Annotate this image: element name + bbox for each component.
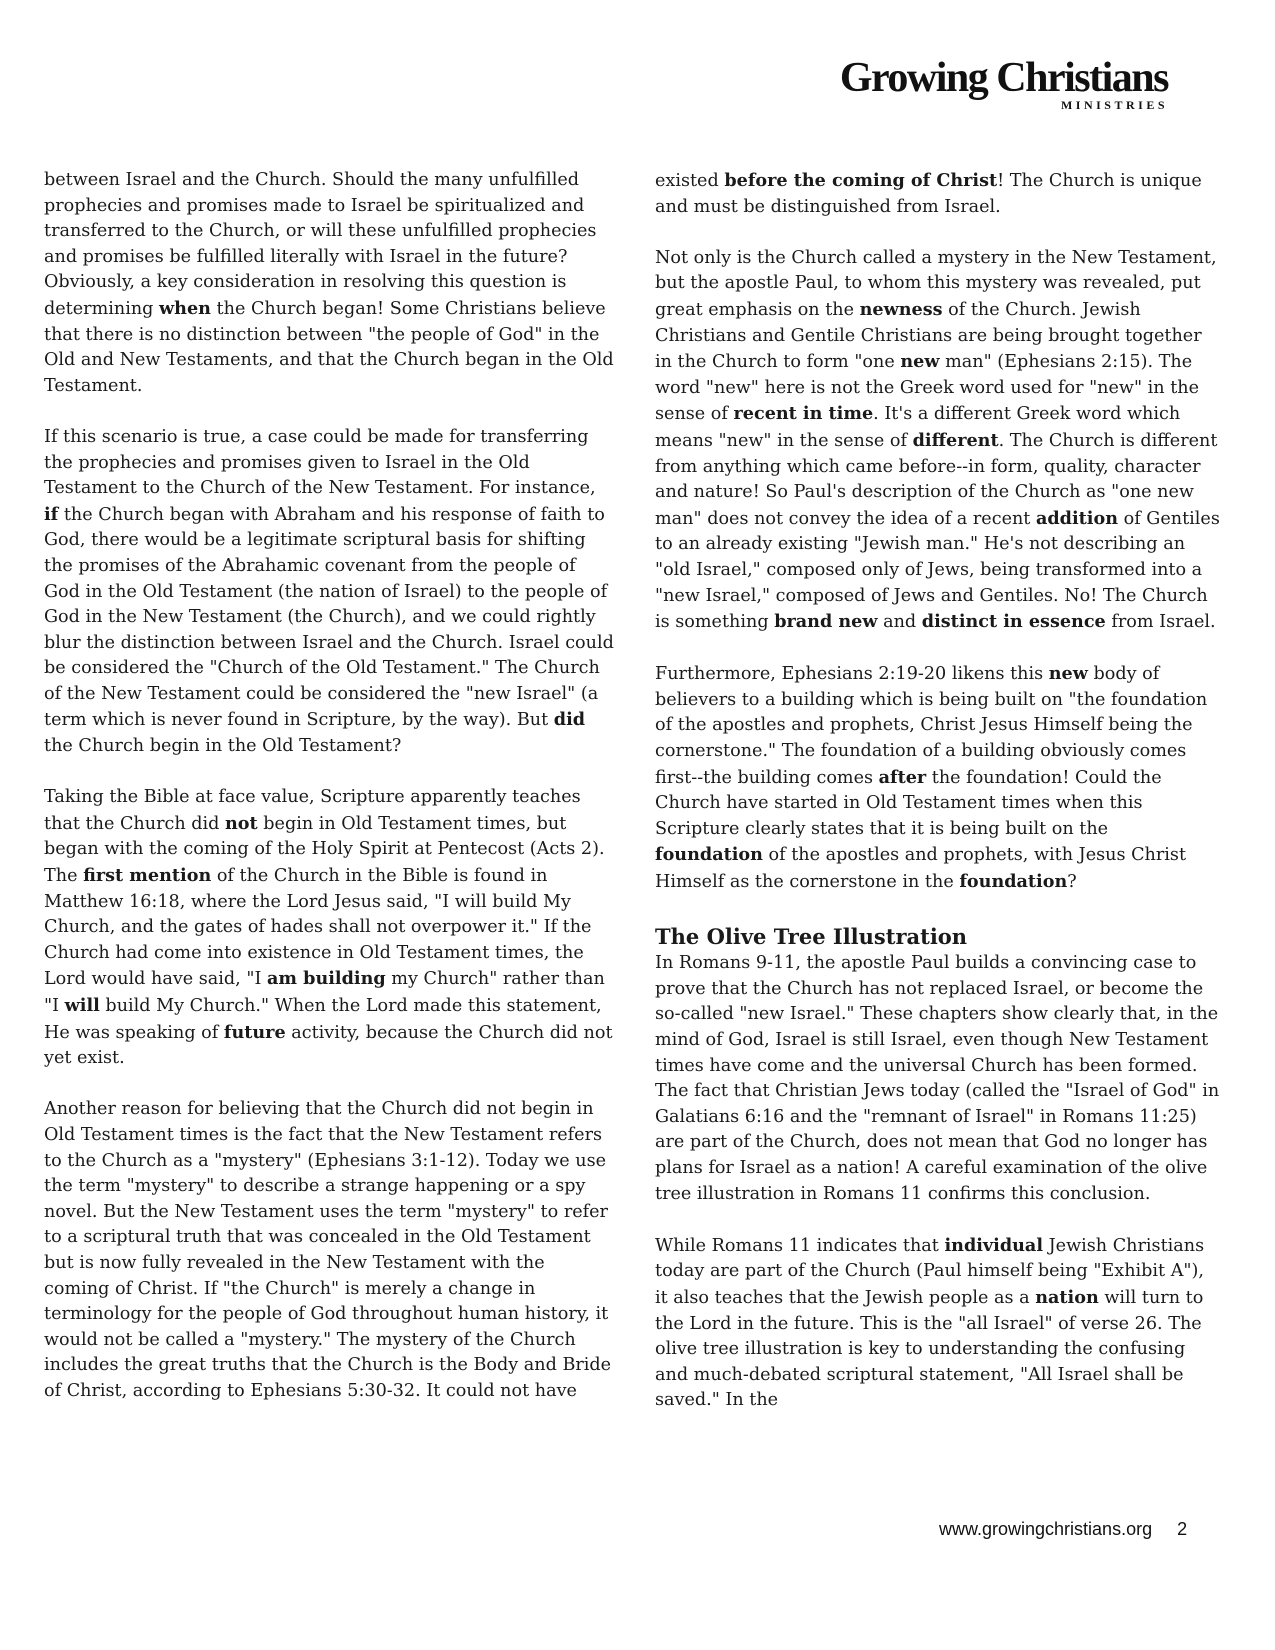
bold-text: foundation [655, 844, 763, 866]
text-run: . The Church is different from anything which came before--in form, quality, character and nature! So Paul's description of the Church as "one new man" does not convey the idea of a recent [655, 430, 1218, 529]
footer [939, 1519, 1219, 1539]
paragraph [655, 661, 1220, 895]
bold-text: different [912, 429, 999, 451]
bold-text: foundation [959, 871, 1068, 893]
bold-text: when [159, 297, 211, 319]
bold-text: addition [1035, 507, 1119, 529]
text-run: the Church begin in the Old Testament? [44, 736, 402, 757]
logo [839, 55, 1168, 112]
left-column [44, 168, 614, 1430]
text-run: of the Church in the Bible is found in Matthew 16:18, where the Lord Jesus said, "I will build My Church, and the gates of hades shall not overpower it." If the Church had come into existence in Old Testament times, the Lord would have said, "I [44, 866, 592, 990]
bold-text: am building [267, 968, 386, 990]
text-run: the Church began with Abraham and his response of faith to God, there would be a legitimate scriptural basis for shifting the promises of the Abrahamic covenant from the people of God in the Old Testament (the nation of Israel) to the people of God in the New Testament (the Church), and we could rightly blur the distinction between Israel and the Church. Israel could be considered the "Church of the Old Testament." The Church of the New Testament could be considered the "new Israel" (a term which is never found in Scripture, by the way). But [44, 504, 614, 731]
text-run: man" (Ephesians 2:15). The word "new" here is not the Greek word used for "new" in the sense of [655, 352, 1200, 425]
right-column [655, 168, 1220, 1440]
text-run: Jewish Christians today are part of the Church (Paul himself being "Exhibit A"), it also teaches that the Jewish people as a [655, 1235, 1205, 1308]
text-run: In Romans 9-11, the apostle Paul builds a convincing case to prove that the Church has not replaced Israel, or become the so-called "new Israel." These chapters show clearly that, in the mind of God, Israel is still Israel, even though New Testament times have come and the universal Church has been formed. The fact that Christian Jews today (called the "Israel of God" in Galatians 6:16 and the "remnant of Israel" in Romans 11:25) are part of the Church, does not mean that God no longer has plans for Israel as a nation! A careful examination of the olive tree illustration in Romans 11 confirms this conclusion. [655, 953, 1220, 1204]
text-run: the foundation! Could the Church have started in Old Testament times when this Scripture clearly states that it is being built on the [655, 767, 1162, 839]
text-run: begin in Old Testament times, but began with the coming of the Holy Spirit at Pentecost (Acts 2). The [44, 813, 605, 887]
bold-text: future [223, 1021, 286, 1043]
text-run: the Church began! Some Christians believe that there is no distinction between "the people of God" in the Old and New Testaments, and that the Church began in the Old Testament. [44, 298, 614, 396]
bold-text: before the coming of Christ [724, 170, 998, 191]
text-run: between Israel and the Church. Should the many unfulfilled prophecies and promises made to Israel be spiritualized and transferred to the Church, or will these unfulfilled prophecies and promises be fulfilled literally with Israel in the future? Obviously, a key consideration in resolving this question is determining [44, 170, 597, 319]
logo-subtitle: MINISTRIES [1060, 98, 1168, 112]
website-url[interactable]: www.growingchristians.org [939, 1519, 1153, 1539]
bold-text: did [553, 709, 586, 731]
bold-text: not [225, 812, 258, 834]
bold-text: distinct in essence [921, 611, 1106, 633]
text-run: body of believers to a building which is being built on "the foundation of the apostles and prophets, Christ Jesus Himself being the cornerstone." The foundation of a building obviously comes first--the building comes [655, 664, 1208, 788]
text-run: of the Church. Jewish Christians and Gentile Christians are being brought together in the Church to form "one [655, 299, 1202, 373]
page-number: 2 [1177, 1519, 1188, 1539]
paragraph [44, 1097, 614, 1404]
text-run: of Gentiles to an already existing "Jewish man." He's not describing an "old Israel," composed only of Jews, being transformed into a "new Israel," composed of Jews and Gentiles. No! The Church is something [655, 508, 1220, 633]
text-run: ! The Church is unique and must be distinguished from Israel. [655, 171, 1202, 217]
paragraph [655, 1233, 1220, 1414]
text-run: Another reason for believing that the Church did not begin in Old Testament times is the fact that the New Testament refers to the Church as a "mystery" (Ephesians 3:1-12). Today we use the term "mystery" to describe a strange happening or a spy novel. But the New Testament uses the term "mystery" to refer to a scriptural truth that was concealed in the Old Testament but is now fully revealed in the New Testament with the coming of Christ. If "the Church" is merely a change in terminology for the people of God throughout human history, it would not be called a "mystery." The mystery of the Church includes the great truths that the Church is the Body and Bride of Christ, according to Ephesians 5:30-32. It could not have [44, 1099, 612, 1401]
section-heading: The Olive Tree Illustration [655, 924, 968, 950]
text-run: from Israel. [1105, 612, 1216, 633]
paragraph [44, 425, 614, 760]
bold-text: recent in time [733, 403, 874, 425]
bold-text: brand new [774, 611, 878, 633]
text-run: ? [1067, 872, 1077, 893]
paragraph [655, 246, 1220, 636]
bold-text: after [878, 766, 927, 788]
text-run: build My Church." When the Lord made this statement, He was speaking of [44, 996, 602, 1043]
text-run: Taking the Bible at face value, Scripture apparently teaches that the Church did [44, 787, 581, 834]
text-run: will turn to the Lord in the future. This is the "all Israel" of verse 26. The olive tree illustration is key to understanding the confusing and much-debated scriptural statement, "All Israel shall be saved." In the [655, 1287, 1204, 1411]
text-run: While Romans 11 indicates that [655, 1235, 945, 1256]
text-run: . It's a different Greek word which means "new" in the sense of [655, 404, 1181, 451]
bold-text: first mention [83, 865, 212, 887]
text-run: Not only is the Church called a mystery in the New Testament, but the apostle Paul, to whom this mystery was revealed, put great emphasis on the [655, 247, 1217, 320]
paragraph [44, 785, 614, 1072]
text-run: If this scenario is true, a case could be made for transferring the prophecies and promises given to Israel in the Old Testament to the Church of the New Testament. For instance, [44, 426, 596, 499]
bold-text: newness [859, 298, 943, 320]
bold-text: new [900, 351, 940, 373]
bold-text: if [44, 503, 59, 525]
paragraph [655, 951, 1220, 1207]
text-run: activity, because the Church did not yet exist. [44, 1022, 613, 1069]
text-run: existed [655, 171, 725, 191]
text-run: Furthermore, Ephesians 2:19-20 likens this [655, 664, 1049, 685]
bold-text: new [1048, 663, 1088, 685]
text-run: and [877, 612, 922, 633]
paragraph [655, 168, 1220, 220]
paragraph [44, 168, 614, 399]
text-run: my Church" rather than "I [44, 969, 605, 1016]
bold-text: will [64, 995, 100, 1016]
logo-title: Growing Christians [839, 55, 1168, 101]
bold-text: nation [1035, 1286, 1099, 1308]
bold-text: individual [944, 1234, 1044, 1256]
text-run: of the apostles and prophets, with Jesus Christ Himself as the cornerstone in the [655, 845, 1187, 893]
